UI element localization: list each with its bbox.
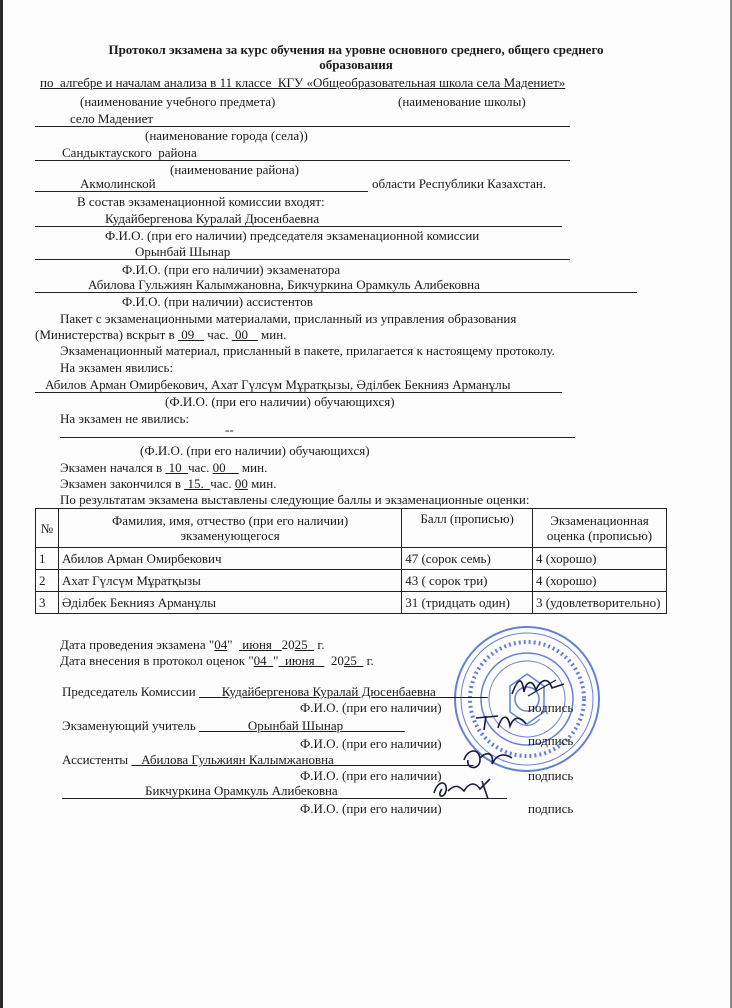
assistants-caption: Ф.И.О. (при наличии) ассистентов bbox=[122, 294, 313, 309]
row-number: 3 bbox=[36, 592, 59, 614]
handwritten-signature-icon bbox=[430, 775, 494, 805]
table-row bbox=[36, 548, 667, 570]
package-hour: 09 bbox=[181, 327, 195, 342]
region-underline bbox=[35, 191, 368, 192]
region-value: Акмолинской bbox=[80, 176, 156, 191]
sig-assistant2-name: Бикчуркина Орамкуль Алибековна bbox=[145, 783, 338, 798]
examiner-underline bbox=[35, 259, 570, 260]
sig-assistant1-sign-caption: подпись bbox=[528, 768, 574, 783]
city-underline bbox=[35, 126, 570, 127]
row-name: Абилов Арман Омирбекович bbox=[58, 548, 401, 570]
header-name: Фамилия, имя, отчество (при его наличии) экзаменующегося bbox=[58, 509, 401, 548]
assistants-underline bbox=[35, 292, 637, 293]
package-min: 00 bbox=[235, 327, 249, 342]
absent-underline bbox=[60, 437, 575, 438]
results-table bbox=[35, 508, 667, 614]
sig-chair-sign-caption: подпись bbox=[528, 700, 574, 715]
sig-chair-name: Кудайбергенова Куралай Дюсенбаевна bbox=[221, 684, 436, 699]
absent-value: -- bbox=[225, 422, 234, 437]
row-name: Әділбек Бекнияз Арманұлы bbox=[58, 592, 401, 614]
header-score: Балл (прописью) bbox=[402, 509, 533, 548]
handwritten-signature-icon bbox=[472, 708, 532, 736]
sig-chair-fio-caption: Ф.И.О. (при его наличии) bbox=[300, 700, 442, 715]
examiner-name: Орынбай Шынар bbox=[135, 244, 231, 259]
exam-end: Экзамен закончился в 15. час. 00 мин. bbox=[60, 476, 277, 491]
sig-assistant1-name: Абилова Гульжиян Калымжановна bbox=[141, 752, 334, 767]
present-underline bbox=[35, 392, 562, 393]
sig-assistant1-fio-caption: Ф.И.О. (при его наличии) bbox=[300, 768, 442, 783]
handwritten-signature-icon bbox=[508, 672, 568, 702]
material-line: Экзаменационный материал, присланный в пакете, прилагается к настоящему протоколу. bbox=[60, 343, 555, 358]
school-caption: (наименование школы) bbox=[398, 94, 526, 109]
row-grade: 3 (удовлетворительно) bbox=[533, 592, 667, 614]
sig-chair-label: Председатель Комиссии Кудайбергенова Куралай Дюсенбаевна bbox=[62, 684, 436, 699]
present-label: На экзамен явились: bbox=[60, 360, 174, 375]
city-value: село Мадениет bbox=[70, 111, 154, 126]
package-line2 bbox=[35, 327, 286, 342]
chair-name: Кудайбергенова Куралай Дюсенбаевна bbox=[105, 211, 320, 226]
district-underline bbox=[35, 160, 570, 161]
sig-examiner-sign-caption: подпись bbox=[528, 733, 574, 748]
header-number: № bbox=[36, 509, 59, 548]
package-prefix: (Министерства) вскрыт в bbox=[35, 327, 175, 342]
scan-left-edge bbox=[0, 0, 3, 1008]
document-title-line2: образования bbox=[319, 57, 393, 72]
present-names: Абилов Арман Омирбекович, Ахат Гүлсүм Мұратқызы, Әділбек Бекнияз Арманұлы bbox=[45, 377, 511, 392]
sig-examiner-label: Экзаменующий учитель Орынбай Шынар bbox=[62, 718, 344, 733]
examiner-caption: Ф.И.О. (при его наличии) экзаменатора bbox=[122, 262, 341, 277]
results-intro: По результатам экзамена выставлены следующие баллы и экзаменационные оценки: bbox=[60, 492, 530, 507]
row-score: 31 (тридцать один) bbox=[402, 592, 533, 614]
row-number: 1 bbox=[36, 548, 59, 570]
subject-caption: (наименование учебного предмета) bbox=[80, 94, 276, 109]
students-caption: (Ф.И.О. (при его наличии) обучающихся) bbox=[165, 394, 395, 409]
entry-date: Дата внесения в протокол оценок "04_" июня 2025 г. bbox=[60, 653, 374, 668]
row-number: 2 bbox=[36, 570, 59, 592]
chair-caption: Ф.И.О. (при его наличии) председателя экзаменационной комиссии bbox=[105, 228, 480, 243]
row-score: 43 ( сорок три) bbox=[402, 570, 533, 592]
subject-school-line: по алгебре и началам анализа в 11 классе КГУ «Общеобразовательная школа села Мадениет» bbox=[40, 75, 566, 90]
absent-label: На экзамен не явились: bbox=[60, 411, 190, 426]
district-value: Сандыктауского района bbox=[62, 145, 197, 160]
row-grade: 4 (хорошо) bbox=[533, 570, 667, 592]
package-min-unit: мин. bbox=[261, 327, 287, 342]
row-score: 47 (сорок семь) bbox=[402, 548, 533, 570]
sig-assistant2-sign-caption: подпись bbox=[528, 801, 574, 816]
package-hour-unit: час. bbox=[207, 327, 229, 342]
assistants-names: Абилова Гульжиян Калымжановна, Бикчуркина Орамкуль Алибековна bbox=[88, 277, 480, 292]
package-line1: Пакет с экзаменационными материалами, присланный из управления образования bbox=[60, 311, 517, 326]
row-grade: 4 (хорошо) bbox=[533, 548, 667, 570]
commission-intro: В состав экзаменационной комиссии входят: bbox=[77, 194, 325, 209]
sig-assistants-label: Ассистенты Абилова Гульжиян Калымжановна bbox=[62, 752, 334, 767]
absent-caption: (Ф.И.О. (при его наличии) обучающихся) bbox=[140, 443, 370, 458]
row-name: Ахат Гүлсүм Мұратқызы bbox=[58, 570, 401, 592]
table-row bbox=[36, 570, 667, 592]
handwritten-signature-icon bbox=[458, 744, 516, 774]
sig-assistant2-fio-caption: Ф.И.О. (при его наличии) bbox=[300, 801, 442, 816]
sig-examiner-name: Орынбай Шынар bbox=[247, 718, 344, 733]
document-title-line1: Протокол экзамена за курс обучения на уровне основного среднего, общего среднего bbox=[108, 42, 604, 57]
district-caption: (наименование района) bbox=[170, 162, 299, 177]
table-row bbox=[36, 592, 667, 614]
exam-date: Дата проведения экзамена "04" июня 2025 г. bbox=[60, 637, 325, 652]
header-grade: Экзаменационная оценка (прописью) bbox=[533, 509, 667, 548]
region-suffix: области Республики Казахстан. bbox=[372, 176, 547, 191]
sig-examiner-fio-caption: Ф.И.О. (при его наличии) bbox=[300, 736, 442, 751]
results-table-header bbox=[36, 509, 667, 548]
chair-underline bbox=[35, 226, 562, 227]
city-caption: (наименование города (села)) bbox=[145, 128, 308, 143]
exam-start: Экзамен начался в 10 час. 00 мин. bbox=[60, 460, 268, 475]
